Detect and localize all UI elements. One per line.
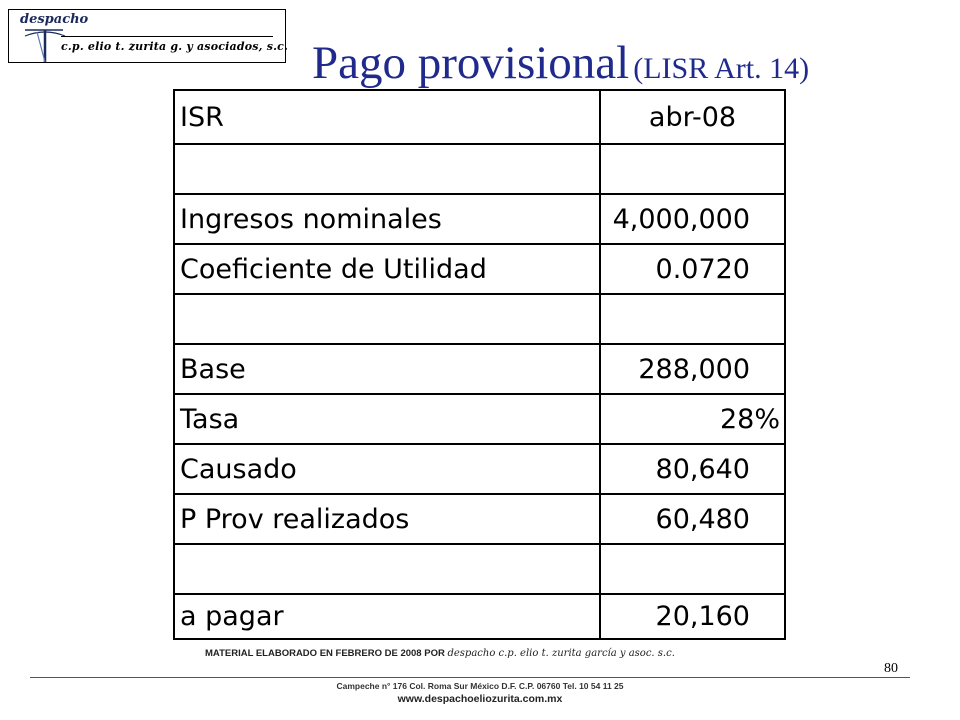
- row-value: [601, 295, 784, 343]
- row-value: 28%: [719, 403, 780, 435]
- table-row: [175, 195, 784, 245]
- row-label: ISR: [175, 91, 601, 143]
- footer-note: [205, 648, 675, 659]
- row-label: Base: [175, 345, 601, 393]
- row-value: 60,480: [655, 503, 750, 535]
- title-sub: (LISR Art. 14): [633, 52, 810, 85]
- footer-note-prefix: MATERIAL ELABORADO EN FEBRERO DE 2008 POR: [205, 648, 445, 659]
- company-logo: [8, 9, 289, 63]
- logo-top-text: despacho: [20, 12, 89, 27]
- page-title: [312, 37, 810, 89]
- table-row: [175, 395, 784, 445]
- row-label: Ingresos nominales: [175, 195, 601, 243]
- footer-note-author: despacho c.p. elio t. zurita garcía y asoc. s.c.: [447, 648, 675, 659]
- isr-calculation-table: [173, 89, 786, 640]
- row-label: a pagar: [175, 595, 601, 638]
- table-row: [175, 91, 784, 145]
- logo-company-name: c.p. elio t. zurita g. y asociados, s.c.: [61, 40, 289, 53]
- row-value: abr-08: [648, 101, 737, 133]
- row-value: 4,000,000: [612, 203, 750, 235]
- table-row: [175, 145, 784, 195]
- row-value: [601, 545, 784, 593]
- table-row: [175, 245, 784, 295]
- row-label: P Prov realizados: [175, 495, 601, 543]
- footer-website[interactable]: www.despachoeliozurita.com.mx: [397, 693, 563, 705]
- row-value: [601, 145, 784, 193]
- row-value: 0.0720: [655, 253, 750, 285]
- footer-address: Campeche n° 176 Col. Roma Sur México D.F. C.P. 06760 Tel. 10 54 11 25: [336, 681, 624, 691]
- table-row: [175, 345, 784, 395]
- row-value: 288,000: [638, 353, 750, 385]
- table-row: [175, 545, 784, 595]
- footer-divider: [30, 677, 910, 678]
- row-label: [175, 295, 601, 343]
- row-value: 80,640: [655, 453, 750, 485]
- row-label: Tasa: [175, 395, 601, 443]
- row-value: 20,160: [655, 601, 750, 632]
- table-row: [175, 445, 784, 495]
- row-label: Causado: [175, 445, 601, 493]
- table-row: [175, 295, 784, 345]
- logo-rule: [61, 36, 273, 37]
- row-label: Coeficiente de Utilidad: [175, 245, 601, 293]
- table-row: [175, 595, 784, 638]
- title-main: Pago provisional: [312, 37, 630, 89]
- page-number: 80: [884, 661, 898, 676]
- row-label: [175, 545, 601, 593]
- row-label: [175, 145, 601, 193]
- table-row: [175, 495, 784, 545]
